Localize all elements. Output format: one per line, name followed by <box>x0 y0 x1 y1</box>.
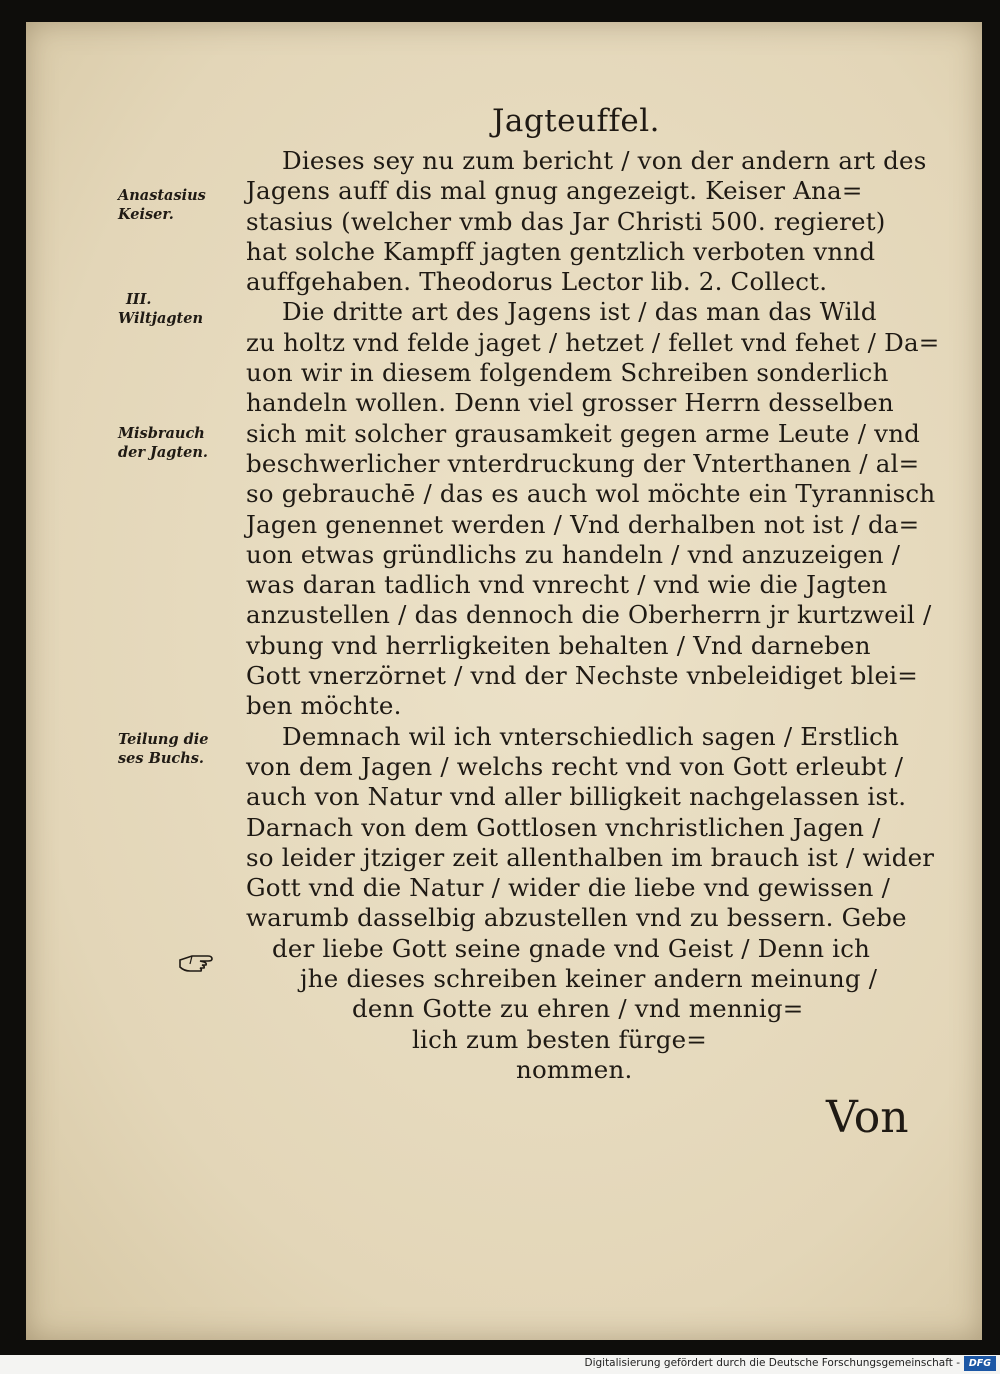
running-header-text: Jagteuffel. <box>491 103 661 139</box>
text-line: zu holtz vnd felde jaget / hetzet / fellet vnd fehet / Da= <box>246 327 940 357</box>
manicule-icon <box>178 950 214 976</box>
funding-notice: Digitalisierung gefördert durch die Deutsche Forschungsgemeinschaft - <box>584 1357 960 1369</box>
text-line: denn Gotte zu ehren / vnd mennig= <box>352 994 804 1024</box>
text-line: was daran tadlich vnd vnrecht / vnd wie die Jagten <box>246 570 888 600</box>
text-line: ben möchte. <box>246 691 402 721</box>
margin-note-line: III. <box>126 291 152 308</box>
text-line: hat solche Kampff jagten gentzlich verboten vnnd <box>246 236 876 266</box>
text-line: auffgehaben. Theodorus Lector lib. 2. Collect. <box>246 267 828 297</box>
text-line: von dem Jagen / welchs recht vnd von Gott erleubt / <box>246 751 904 781</box>
catchword: Von <box>826 1092 909 1143</box>
dfg-logo: DFG <box>964 1356 996 1371</box>
text-line: beschwerlicher vnterdruckung der Vnterthanen / al= <box>246 448 920 478</box>
margin-note-line: ses Buchs. <box>118 750 204 767</box>
text-line: Demnach wil ich vnterschiedlich sagen / Erstlich <box>282 721 900 751</box>
text-line: uon etwas gründlichs zu handeln / vnd anzuzeigen / <box>246 539 901 569</box>
margin-note-line: Misbrauch <box>118 425 205 442</box>
margin-note-misbrauch <box>118 424 246 462</box>
text-line: der liebe Gott seine gnade vnd Geist / Denn ich <box>272 933 871 963</box>
margin-note-line: Keiser. <box>118 206 174 223</box>
text-line: sich mit solcher grausamkeit gegen arme Leute / vnd <box>246 418 921 448</box>
margin-note-anastasius <box>118 186 246 224</box>
text-line: Gott vnd die Natur / wider die liebe vnd gewissen / <box>246 873 891 903</box>
text-line: jhe dieses schreiben keiner andern meinung / <box>300 964 878 994</box>
text-line: uon wir in diesem folgendem Schreiben sonderlich <box>246 358 889 388</box>
text-line: stasius (welcher vmb das Jar Christi 500. regieret) <box>246 206 886 236</box>
main-text-block <box>246 146 940 1085</box>
text-line: Jagens auff dis mal gnug angezeigt. Keiser Ana= <box>246 176 863 206</box>
text-line: warumb dasselbig abzustellen vnd zu bessern. Gebe <box>246 903 907 933</box>
text-line: Gott vnerzörnet / vnd der Nechste vnbeleidiget blei= <box>246 661 918 691</box>
text-line: anzustellen / das dennoch die Oberherrn jr kurtzweil / <box>246 600 932 630</box>
margin-note-wiltjagten <box>118 290 246 328</box>
footer-bar <box>0 1355 1000 1374</box>
text-line: Die dritte art des Jagens ist / das man das Wild <box>282 297 877 327</box>
running-header <box>0 103 1000 139</box>
text-line: auch von Natur vnd aller billigkeit nachgelassen ist. <box>246 782 907 812</box>
text-line: nommen. <box>516 1054 633 1084</box>
margin-note-line: Anastasius <box>118 187 206 204</box>
margin-note-teilung <box>118 730 246 768</box>
margin-note-line: der Jagten. <box>118 444 208 461</box>
margin-note-line: Teilung die <box>118 731 209 748</box>
text-line: Dieses sey nu zum bericht / von der andern art des <box>282 146 927 175</box>
text-line: Darnach von dem Gottlosen vnchristlichen Jagen / <box>246 812 881 842</box>
text-line: so gebrauchē / das es auch wol möchte ein Tyrannisch <box>246 479 936 509</box>
margin-note-line: Wiltjagten <box>118 310 203 327</box>
text-line: lich zum besten fürge= <box>412 1024 708 1054</box>
text-line: so leider jtziger zeit allenthalben im brauch ist / wider <box>246 842 935 872</box>
text-line: handeln wollen. Denn viel grosser Herrn desselben <box>246 388 894 418</box>
text-line: vbung vnd herrligkeiten behalten / Vnd darneben <box>246 630 871 660</box>
text-line: Jagen genennet werden / Vnd derhalben not ist / da= <box>246 509 920 539</box>
